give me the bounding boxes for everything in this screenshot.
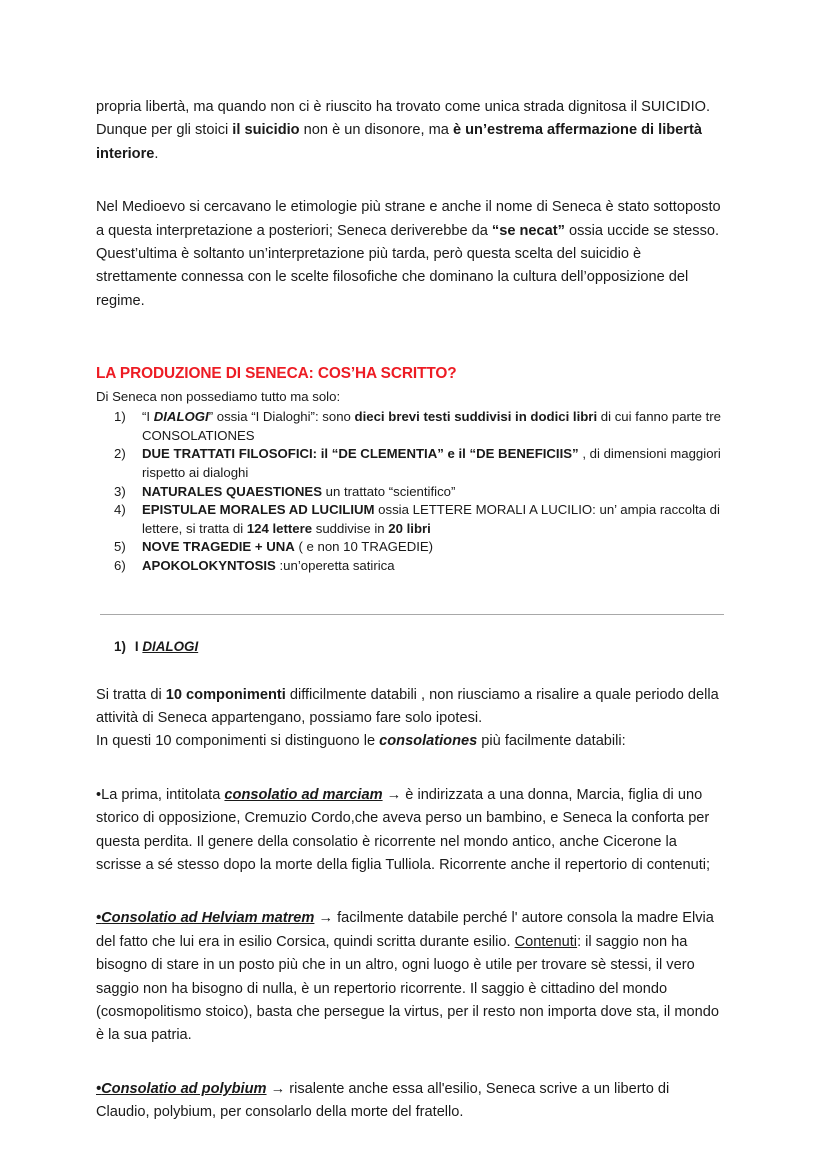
text-segment-plain: di cui fanno parte tre CONSOLATIONES [142,409,721,443]
paragraph-componimenti [96,684,722,731]
text-segment-plain: difficilmente databili , non riusciamo a risalire a quale periodo della attività di Seneca appartengano, possiamo fare solo ipotesi. [96,686,719,726]
arrow-glyph: → [382,786,406,803]
text-segment-plain: è indirizzata a una donna, Marcia, figlia di uno storico di opposizione, Cremuzio Cordo,che aveva perso un bambino, e Seneca la conforta per questa perdita. Il genere della consolatio è ricorrente nel mondo antico, anche Cicerone la scrisse a sé stesso dopo la morte della figlia Tulliola. Ricorrente anche il repertorio di contenuti; [96,786,711,874]
text-segment-plain: In questi 10 componimenti si distinguono le [96,733,380,750]
bullet-title-polybium: Consolatio ad polybium [101,1080,267,1097]
text-segment-plain: :un’operetta satirica [275,558,395,573]
paragraph-suicidio-intro-text: propria libertà, ma quando non ci è riuscito ha trovato come unica strada dignitosa il SUICIDIO. [96,99,711,115]
text-segment-bold-se-necat: “se necat” [491,222,565,239]
list-item-number: 3) [114,483,126,499]
paragraph-consolationes [96,730,722,753]
divider-spacer-top [96,576,722,614]
text-segment-bold-trattati: DUE TRATTATI FILOSOFICI: il “DE CLEMENTIA” e il “DE BENEFICIIS” [142,446,579,462]
paragraph-interpretazione-tarda-text: Quest’ultima è soltanto un’interpretazione più tarda, però questa scelta del suicidio è strettamente connessa con le scelte filosofiche che dominano la cultura dell’opposizione del regime. [96,246,689,309]
list-item [96,557,722,576]
text-segment-plain: facilmente databile perché l' autore consola la madre Elvia del fatto che lui era in esilio Corsica, quindi scritta durante esilio. [96,910,714,950]
bullet-paragraph-polybium [96,1078,722,1125]
text-segment-plain: un trattato “scientifico” [322,483,456,499]
text-segment-bold-20-libri: 20 libri [388,520,431,536]
text-segment-bold-epistulae: EPISTULAE MORALES AD LUCILIUM [142,502,375,518]
text-segment-plain: non è un disonore, ma [299,122,453,139]
subsection-heading-title: DIALOGI [142,638,199,654]
bullet-paragraph-marciam [96,784,722,878]
text-segment-plain: ” ossia “I Dialoghi”: sono [208,409,355,425]
list-item [96,501,722,538]
text-segment-bold-tragedie: NOVE TRAGEDIE + UNA [142,539,295,555]
text-segment-plain: Dunque per gli stoici [96,122,233,139]
bullet-title-helviam: Consolatio ad Helviam matrem [101,910,315,927]
section-spacer [96,313,722,349]
text-segment-bold-affermazione: è un’estrema affermazione di libertà interiore [96,122,702,162]
text-segment-plain: : il saggio non ha bisogno di stare in un posto più che in un altro, ogni luogo è utile per trovare sè stessi, il vero saggio non ha bisogno di nulla, è un repertorio ricorrente. Il saggio è cittadino del mondo (cosmopolitismo stoico), basta che persegue la virtus, per il resto non importa dove sta, il mondo è la sua patria. [96,933,719,1044]
bullet-marker: • [96,910,102,927]
bullet-marker: • [96,1080,102,1097]
text-segment-plain: Nel Medioevo si cercavano le etimologie più strane e anche il nome di Seneca è stato sottoposto a questa interpretazione a posteriori; Seneca deriverebbe da [96,199,721,239]
subsection-heading-prefix: I [134,638,143,654]
document-body [96,96,722,1125]
text-segment-plain: , di dimensioni maggiori rispetto ai dialoghi [142,446,721,481]
text-segment-plain: suddivise in [312,520,389,536]
list-item-number: 2) [114,446,126,462]
bullet-title-marciam: consolatio ad marciam [224,786,383,803]
paragraph-interpretazione-tarda [96,243,722,313]
text-segment-bold-124-lettere: 124 lettere [246,520,313,536]
divider-spacer-bottom [96,615,722,637]
paragraph-suicidio-stoici [96,119,722,166]
list-item [96,538,722,557]
arrow-glyph: → [314,910,338,927]
text-segment-bold: dieci brevi testi suddivisi in dodici libri [354,409,598,425]
list-item-number: 1) [114,409,126,425]
paragraph-suicidio-intro [96,96,722,119]
subsection-heading-dialogi [96,637,722,656]
list-item [96,445,722,482]
list-item-number: 4) [114,502,126,518]
list-item [96,408,722,445]
paragraph-spacer [96,1048,722,1078]
subsection-heading-number: 1) [114,638,126,654]
text-segment-bold-apokolokyntosis: APOKOLOKYNTOSIS [142,558,276,573]
section-spacer-extra [96,349,722,363]
text-segment-underlined-contenuti: Contenuti [514,933,578,950]
production-intro-line: Di Seneca non possediamo tutto ma solo: [96,389,341,405]
section-heading-produzione: LA PRODUZIONE DI SENECA: COS’HA SCRITTO? [96,365,457,383]
text-segment-plain: “I [142,409,154,425]
text-segment-plain: . [154,145,159,162]
text-segment-bold-naturales: NATURALES QUAESTIONES [142,483,322,499]
text-segment-plain: ossia uccide se stesso. [564,222,720,239]
paragraph-medioevo [96,196,722,243]
list-item-number: 5) [114,539,126,555]
text-segment-plain: ( e non 10 TRAGEDIE) [294,539,434,555]
paragraph-spacer [96,754,722,784]
bullet-marker: • [96,786,102,803]
production-list [96,408,722,575]
list-item-number: 6) [114,558,126,573]
paragraph-spacer [96,166,722,196]
text-segment-plain: ossia LETTERE MORALI A LUCILIO: un’ ampia raccolta di lettere, si tratta di [142,502,720,536]
list-item [96,483,722,502]
bullet-paragraph-helviam [96,907,722,1047]
text-segment-plain: più facilmente databili: [477,733,626,750]
text-segment-bold-10-componimenti: 10 componimenti [165,686,286,703]
arrow-glyph: → [266,1080,290,1097]
text-segment-plain: La prima, intitolata [101,786,225,803]
paragraph-spacer [96,877,722,907]
text-segment-bolditalic-consolationes: consolationes [379,733,478,750]
text-segment-plain: risalente anche essa all'esilio, Seneca scrive a un liberto di Claudio, polybium, per consolarlo della morte del fratello. [96,1080,670,1121]
text-segment-plain: Si tratta di [96,686,166,703]
paragraph-spacer [96,656,722,684]
text-segment-bolditalic-dialogi: DIALOGI [153,409,209,425]
text-segment-bold-il-suicidio: il suicidio [232,122,300,139]
